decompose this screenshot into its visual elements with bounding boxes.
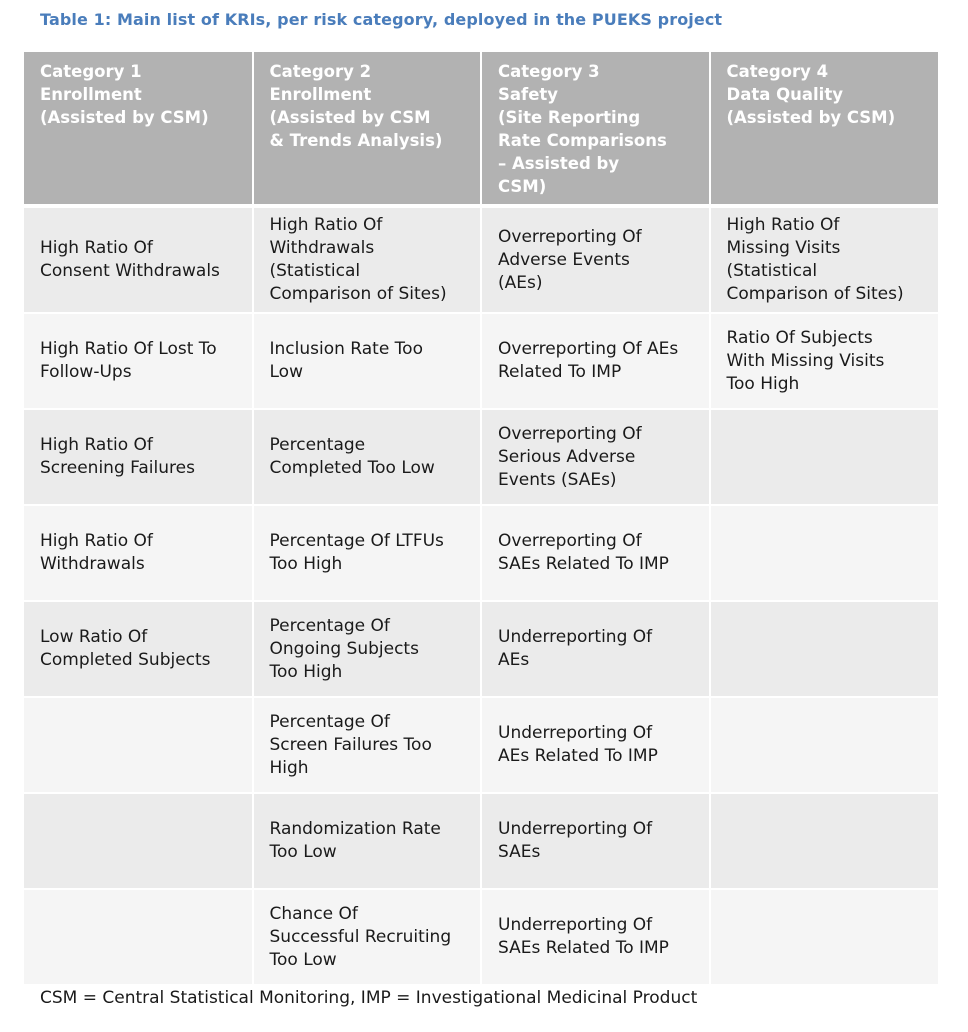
table-cell	[24, 793, 253, 889]
table-cell: Underreporting Of SAEs Related To IMP	[481, 889, 710, 985]
table-cell	[710, 409, 939, 505]
table-cell: Percentage Of LTFUs Too High	[253, 505, 482, 601]
table-cell	[710, 793, 939, 889]
header-category-1: Category 1 Enrollment (Assisted by CSM)	[24, 52, 253, 204]
table-cell	[710, 601, 939, 697]
table-cell: Percentage Of Ongoing Subjects Too High	[253, 601, 482, 697]
table-cell: Underreporting Of SAEs	[481, 793, 710, 889]
header-category-4: Category 4 Data Quality (Assisted by CSM)	[710, 52, 939, 204]
table-cell	[710, 889, 939, 985]
table-cell: High Ratio Of Screening Failures	[24, 409, 253, 505]
table-cell: Overreporting Of SAEs Related To IMP	[481, 505, 710, 601]
table-row	[24, 208, 938, 313]
table-row	[24, 601, 938, 697]
table-cell: Underreporting Of AEs Related To IMP	[481, 697, 710, 793]
header-category-3: Category 3 Safety (Site Reporting Rate Comparisons – Assisted by CSM)	[481, 52, 710, 204]
table-header-row	[24, 52, 938, 204]
table-cell: High Ratio Of Missing Visits (Statistical Comparison of Sites)	[710, 208, 939, 313]
table-cell: Underreporting Of AEs	[481, 601, 710, 697]
table-row	[24, 505, 938, 601]
table-cell: High Ratio Of Consent Withdrawals	[24, 208, 253, 313]
table-cell: High Ratio Of Lost To Follow-Ups	[24, 313, 253, 409]
table-cell: Percentage Of Screen Failures Too High	[253, 697, 482, 793]
table-cell: High Ratio Of Withdrawals (Statistical Comparison of Sites)	[253, 208, 482, 313]
table-cell: Ratio Of Subjects With Missing Visits Too High	[710, 313, 939, 409]
table-cell	[24, 697, 253, 793]
table-row	[24, 313, 938, 409]
table-cell: Randomization Rate Too Low	[253, 793, 482, 889]
table-cell: Overreporting Of Serious Adverse Events (SAEs)	[481, 409, 710, 505]
kri-table	[24, 52, 938, 986]
table-cell: Low Ratio Of Completed Subjects	[24, 601, 253, 697]
table-cell: Percentage Completed Too Low	[253, 409, 482, 505]
table-cell	[710, 505, 939, 601]
table-footnote: CSM = Central Statistical Monitoring, IMP = Investigational Medicinal Product	[40, 988, 698, 1008]
header-category-2: Category 2 Enrollment (Assisted by CSM & Trends Analysis)	[253, 52, 482, 204]
table-caption: Table 1: Main list of KRIs, per risk category, deployed in the PUEKS project	[40, 10, 723, 29]
table-row	[24, 889, 938, 985]
table-row	[24, 697, 938, 793]
table-cell: Inclusion Rate Too Low	[253, 313, 482, 409]
table-cell: High Ratio Of Withdrawals	[24, 505, 253, 601]
table-cell: Chance Of Successful Recruiting Too Low	[253, 889, 482, 985]
table-cell: Overreporting Of Adverse Events (AEs)	[481, 208, 710, 313]
table-cell: Overreporting Of AEs Related To IMP	[481, 313, 710, 409]
table-row	[24, 793, 938, 889]
table-cell	[710, 697, 939, 793]
table-row	[24, 409, 938, 505]
table-cell	[24, 889, 253, 985]
